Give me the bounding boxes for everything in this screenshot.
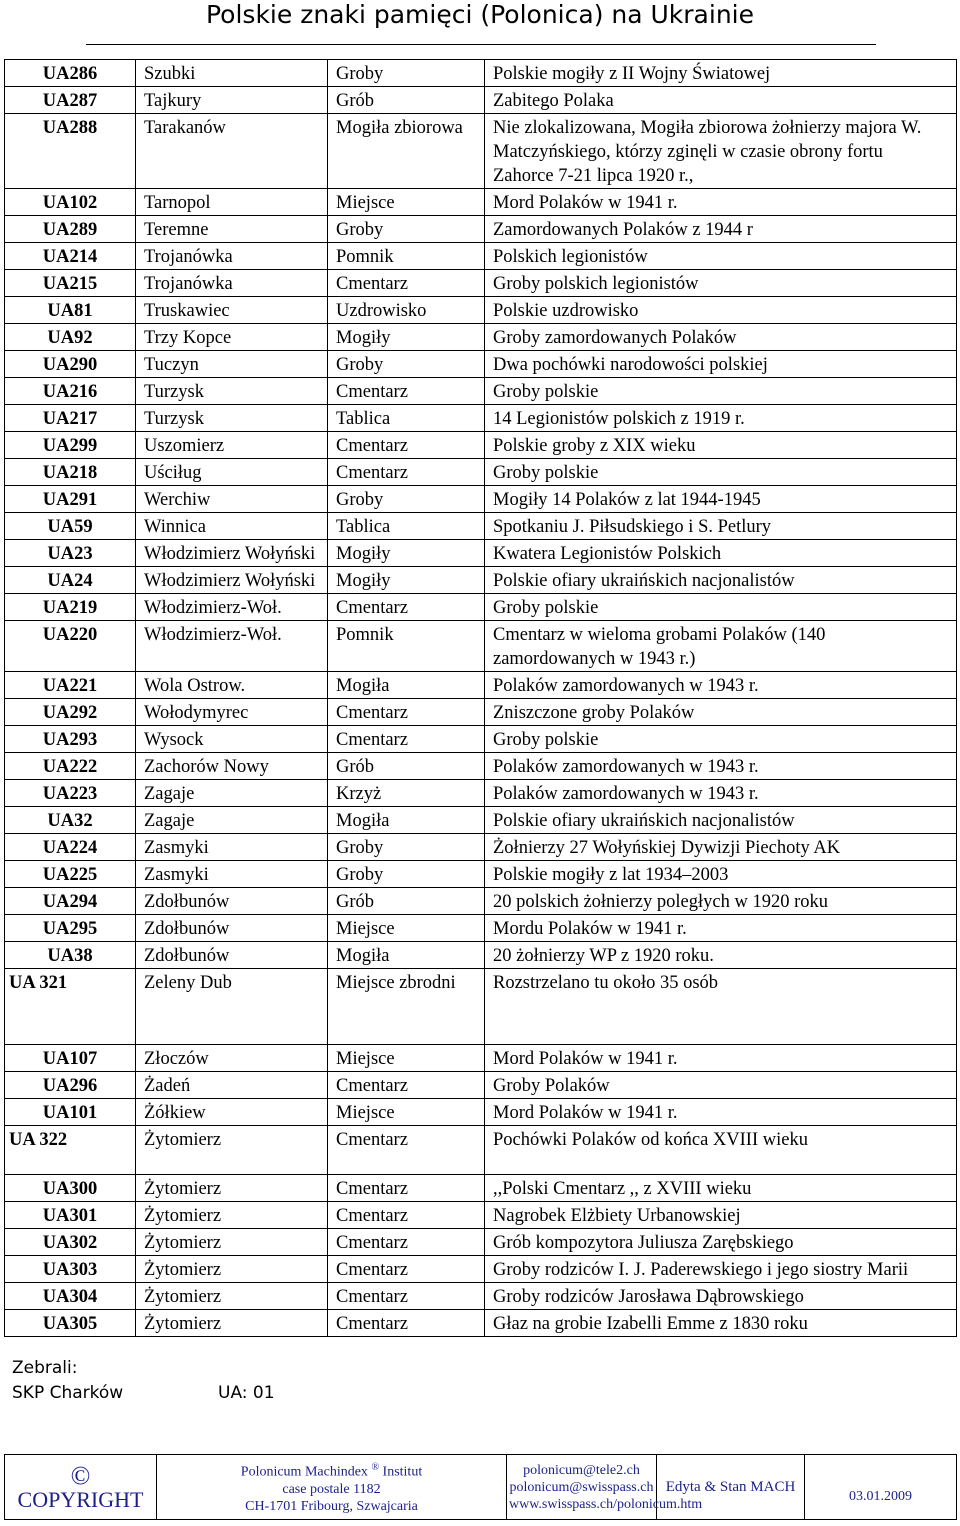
table-row (5, 915, 957, 942)
table-row (5, 1175, 957, 1202)
row-code: UA59 (5, 513, 136, 540)
row-type: Mogiły (328, 324, 485, 351)
row-description: Mord Polaków w 1941 r. (485, 189, 957, 216)
row-place: Wola Ostrow. (136, 672, 328, 699)
row-code: UA291 (5, 486, 136, 513)
row-description: Głaz na grobie Izabelli Emme z 1830 roku (485, 1310, 957, 1337)
institute-suffix: Institut (382, 1464, 423, 1480)
row-code: UA221 (5, 672, 136, 699)
row-place: Włodzimierz Wołyński (136, 567, 328, 594)
row-description: Polaków zamordowanych w 1943 r. (485, 753, 957, 780)
table-row (5, 861, 957, 888)
row-type: Cmentarz (328, 594, 485, 621)
row-place: Zdołbunów (136, 915, 328, 942)
table-row (5, 270, 957, 297)
row-description: 14 Legionistów polskich z 1919 r. (485, 405, 957, 432)
row-type: Mogiła (328, 942, 485, 969)
row-place: Żółkiew (136, 1099, 328, 1126)
row-description: Mord Polaków w 1941 r. (485, 1045, 957, 1072)
row-place: Zasmyki (136, 861, 328, 888)
row-place: Żytomierz (136, 1310, 328, 1337)
row-description: Dwa pochówki narodowości polskiej (485, 351, 957, 378)
row-description: Polskie ofiary ukraińskich nacjonalistów (485, 567, 957, 594)
table-row (5, 189, 957, 216)
row-code: UA219 (5, 594, 136, 621)
row-code: UA220 (5, 621, 136, 672)
row-description: Groby polskie (485, 378, 957, 405)
row-type: Miejsce (328, 915, 485, 942)
row-code: UA218 (5, 459, 136, 486)
row-description: Zabitego Polaka (485, 87, 957, 114)
row-type: Cmentarz (328, 699, 485, 726)
row-description: Polskie uzdrowisko (485, 297, 957, 324)
row-code: UA295 (5, 915, 136, 942)
email-link-1[interactable]: polonicum@tele2.ch (523, 1462, 640, 1478)
table-row (5, 753, 957, 780)
row-description: Mord Polaków w 1941 r. (485, 1099, 957, 1126)
row-code: UA101 (5, 1099, 136, 1126)
row-code: UA216 (5, 378, 136, 405)
row-code: UA38 (5, 942, 136, 969)
table-row (5, 60, 957, 87)
row-code: UA296 (5, 1072, 136, 1099)
row-code: UA292 (5, 699, 136, 726)
row-code: UA23 (5, 540, 136, 567)
row-code: UA287 (5, 87, 136, 114)
row-code: UA293 (5, 726, 136, 753)
row-type: Groby (328, 60, 485, 87)
row-type: Groby (328, 216, 485, 243)
table-row (5, 87, 957, 114)
row-code: UA300 (5, 1175, 136, 1202)
row-place: Żytomierz (136, 1175, 328, 1202)
row-type: Cmentarz (328, 726, 485, 753)
row-code: UA107 (5, 1045, 136, 1072)
table-row (5, 807, 957, 834)
date-cell (805, 1455, 957, 1520)
row-place: Trzy Kopce (136, 324, 328, 351)
row-type: Groby (328, 486, 485, 513)
row-place: Włodzimierz-Woł. (136, 621, 328, 672)
table-body (5, 60, 957, 1337)
row-code: UA305 (5, 1310, 136, 1337)
row-type: Cmentarz (328, 1175, 485, 1202)
row-description: Polskie groby z XIX wieku (485, 432, 957, 459)
row-place: Złoczów (136, 1045, 328, 1072)
table-row (5, 540, 957, 567)
row-place: Wołodymyrec (136, 699, 328, 726)
table-row (5, 405, 957, 432)
row-place: Żytomierz (136, 1202, 328, 1229)
row-code: UA225 (5, 861, 136, 888)
row-type: Mogiła zbiorowa (328, 114, 485, 189)
table-row (5, 1126, 957, 1175)
row-description: Polaków zamordowanych w 1943 r. (485, 672, 957, 699)
row-description: 20 polskich żołnierzy poległych w 1920 roku (485, 888, 957, 915)
row-place: Tarakanów (136, 114, 328, 189)
copyright-text: COPYRIGHT (17, 1487, 144, 1512)
row-description: Polskich legionistów (485, 243, 957, 270)
row-code: UA303 (5, 1256, 136, 1283)
website-link[interactable]: www.swisspass.ch/polonicum.htm (509, 1496, 703, 1512)
row-place: Żytomierz (136, 1283, 328, 1310)
registered-icon: ® (371, 1462, 380, 1474)
table-row (5, 699, 957, 726)
row-code: UA223 (5, 780, 136, 807)
table-row (5, 621, 957, 672)
row-type: Cmentarz (328, 1126, 485, 1175)
row-description: Polskie mogiły z lat 1934–2003 (485, 861, 957, 888)
row-code: UA217 (5, 405, 136, 432)
row-type: Miejsce (328, 1099, 485, 1126)
row-description: Groby rodziców Jarosława Dąbrowskiego (485, 1283, 957, 1310)
footer-table (4, 1454, 957, 1520)
table-row (5, 969, 957, 1045)
collected-label: Zebrali: (12, 1358, 78, 1378)
row-code: UA24 (5, 567, 136, 594)
row-description: Nie zlokalizowana, Mogiła zbiorowa żołnierzy majora W. Matczyńskiego, którzy zginęli w czasie obrony fortu Zahorce 7-21 lipca 1920 r., (485, 114, 957, 189)
row-type: Cmentarz (328, 1283, 485, 1310)
row-type: Cmentarz (328, 1256, 485, 1283)
row-type: Mogiły (328, 540, 485, 567)
row-code: UA302 (5, 1229, 136, 1256)
table-row (5, 942, 957, 969)
row-place: Tuczyn (136, 351, 328, 378)
row-code: UA304 (5, 1283, 136, 1310)
row-description: Żołnierzy 27 Wołyńskiej Dywizji Piechoty AK (485, 834, 957, 861)
table-row (5, 1072, 957, 1099)
collected-ua: UA: 01 (218, 1383, 275, 1403)
row-code: UA215 (5, 270, 136, 297)
row-type: Cmentarz (328, 1229, 485, 1256)
row-code: UA222 (5, 753, 136, 780)
institute-cell (157, 1455, 507, 1520)
row-place: Włodzimierz Wołyński (136, 540, 328, 567)
row-place: Żytomierz (136, 1229, 328, 1256)
row-code: UA290 (5, 351, 136, 378)
row-type: Grób (328, 753, 485, 780)
table-row (5, 243, 957, 270)
row-type: Cmentarz (328, 1202, 485, 1229)
row-code: UA288 (5, 114, 136, 189)
row-description: Groby polskie (485, 459, 957, 486)
row-code: UA214 (5, 243, 136, 270)
row-description: Grób kompozytora Juliusza Zarębskiego (485, 1229, 957, 1256)
collected-line (12, 1382, 275, 1404)
row-place: Uszomierz (136, 432, 328, 459)
row-type: Groby (328, 861, 485, 888)
row-description: Mogiły 14 Polaków z lat 1944-1945 (485, 486, 957, 513)
row-place: Wysock (136, 726, 328, 753)
row-type: Pomnik (328, 243, 485, 270)
row-description: Groby polskich legionistów (485, 270, 957, 297)
row-place: Zasmyki (136, 834, 328, 861)
row-place: Teremne (136, 216, 328, 243)
row-type: Miejsce (328, 189, 485, 216)
row-place: Uściług (136, 459, 328, 486)
row-code: UA92 (5, 324, 136, 351)
row-description: 20 żołnierzy WP z 1920 roku. (485, 942, 957, 969)
row-type: Cmentarz (328, 1310, 485, 1337)
institute-address2: CH-1701 Fribourg, Szwajcaria (245, 1498, 418, 1514)
row-type: Miejsce zbrodni (328, 969, 485, 1045)
row-place: Zachorów Nowy (136, 753, 328, 780)
row-type: Grób (328, 888, 485, 915)
row-type: Groby (328, 834, 485, 861)
table-row (5, 432, 957, 459)
table-row (5, 1202, 957, 1229)
table-row (5, 1256, 957, 1283)
row-place: Zdołbunów (136, 888, 328, 915)
table-row (5, 378, 957, 405)
row-description: Polskie ofiary ukraińskich nacjonalistów (485, 807, 957, 834)
row-code: UA 322 (5, 1126, 136, 1175)
polonica-table (4, 59, 957, 1337)
table-row (5, 513, 957, 540)
row-place: Włodzimierz-Woł. (136, 594, 328, 621)
table-row (5, 1283, 957, 1310)
row-code: UA 321 (5, 969, 136, 1045)
row-description: Groby polskie (485, 594, 957, 621)
row-description: Groby polskie (485, 726, 957, 753)
row-type: Cmentarz (328, 270, 485, 297)
row-type: Krzyż (328, 780, 485, 807)
row-description: ,,Polski Cmentarz ,, z XVIII wieku (485, 1175, 957, 1202)
row-code: UA286 (5, 60, 136, 87)
row-description: Pochówki Polaków od końca XVIII wieku (485, 1126, 957, 1175)
row-description: Spotkaniu J. Piłsudskiego i S. Petlury (485, 513, 957, 540)
row-place: Tajkury (136, 87, 328, 114)
row-code: UA224 (5, 834, 136, 861)
row-place: Turzysk (136, 405, 328, 432)
row-type: Mogiły (328, 567, 485, 594)
footer-date: 03.01.2009 (849, 1488, 912, 1504)
row-code: UA301 (5, 1202, 136, 1229)
row-place: Żadeń (136, 1072, 328, 1099)
email-link-2[interactable]: polonicum@swisspass.ch (509, 1479, 654, 1495)
table-row (5, 486, 957, 513)
row-place: Zdołbunów (136, 942, 328, 969)
table-row (5, 459, 957, 486)
row-place: Tarnopol (136, 189, 328, 216)
table-row (5, 567, 957, 594)
institute-name: Polonicum Machindex (240, 1464, 368, 1480)
row-description: Nagrobek Elżbiety Urbanowskiej (485, 1202, 957, 1229)
copyright-cell (5, 1455, 157, 1520)
row-description: Rozstrzelano tu około 35 osób (485, 969, 957, 1045)
table-row (5, 351, 957, 378)
title-underline (86, 44, 876, 45)
row-type: Tablica (328, 513, 485, 540)
row-place: Zeleny Dub (136, 969, 328, 1045)
row-code: UA102 (5, 189, 136, 216)
row-description: Zamordowanych Polaków z 1944 r (485, 216, 957, 243)
row-code: UA294 (5, 888, 136, 915)
row-code: UA289 (5, 216, 136, 243)
row-place: Zagaje (136, 780, 328, 807)
row-code: UA81 (5, 297, 136, 324)
row-type: Mogiła (328, 672, 485, 699)
row-description: Groby rodziców I. J. Paderewskiego i jego siostry Marii (485, 1256, 957, 1283)
table-row (5, 297, 957, 324)
row-type: Cmentarz (328, 459, 485, 486)
row-type: Mogiła (328, 807, 485, 834)
table-row (5, 1099, 957, 1126)
table-row (5, 594, 957, 621)
row-place: Werchiw (136, 486, 328, 513)
table-row (5, 672, 957, 699)
row-code: UA32 (5, 807, 136, 834)
collected-author: SKP Charków (12, 1383, 124, 1403)
row-description: Polaków zamordowanych w 1943 r. (485, 780, 957, 807)
row-place: Turzysk (136, 378, 328, 405)
table-row (5, 114, 957, 189)
contact-cell (507, 1455, 703, 1520)
row-description: Groby Polaków (485, 1072, 957, 1099)
row-type: Grób (328, 87, 485, 114)
row-type: Cmentarz (328, 1072, 485, 1099)
row-place: Żytomierz (136, 1256, 328, 1283)
table-row (5, 780, 957, 807)
row-type: Groby (328, 351, 485, 378)
table-row (5, 1229, 957, 1256)
row-type: Pomnik (328, 621, 485, 672)
copyright-icon: © (70, 1461, 91, 1490)
table-row (5, 1045, 957, 1072)
row-description: Mordu Polaków w 1941 r. (485, 915, 957, 942)
row-place: Zagaje (136, 807, 328, 834)
row-place: Truskawiec (136, 297, 328, 324)
row-type: Tablica (328, 405, 485, 432)
table-row (5, 834, 957, 861)
row-type: Miejsce (328, 1045, 485, 1072)
row-type: Cmentarz (328, 432, 485, 459)
row-place: Trojanówka (136, 270, 328, 297)
row-place: Żytomierz (136, 1126, 328, 1175)
row-description: Polskie mogiły z II Wojny Światowej (485, 60, 957, 87)
row-description: Kwatera Legionistów Polskich (485, 540, 957, 567)
row-place: Winnica (136, 513, 328, 540)
institute-address1: case postale 1182 (282, 1481, 381, 1497)
authors: Edyta & Stan MACH (665, 1478, 796, 1495)
table-row (5, 324, 957, 351)
row-description: Cmentarz w wieloma grobami Polaków (140 zamordowanych w 1943 r.) (485, 621, 957, 672)
row-place: Trojanówka (136, 243, 328, 270)
table-row (5, 726, 957, 753)
table-row (5, 1310, 957, 1337)
table-row (5, 216, 957, 243)
page-title: Polskie znaki pamięci (Polonica) na Ukrainie (206, 0, 754, 29)
row-description: Groby zamordowanych Polaków (485, 324, 957, 351)
table-row (5, 888, 957, 915)
row-type: Cmentarz (328, 378, 485, 405)
row-code: UA299 (5, 432, 136, 459)
row-description: Zniszczone groby Polaków (485, 699, 957, 726)
row-place: Szubki (136, 60, 328, 87)
row-type: Uzdrowisko (328, 297, 485, 324)
